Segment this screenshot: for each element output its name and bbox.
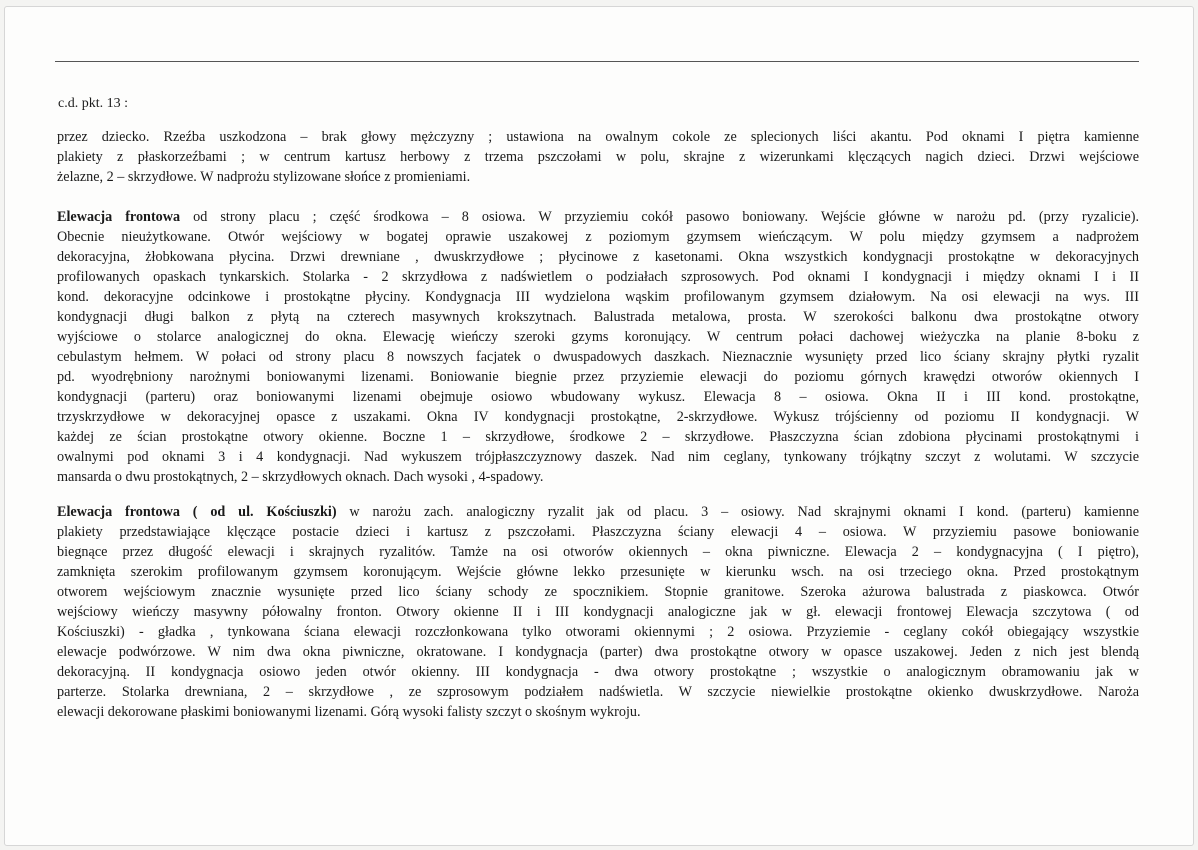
text-line: [57, 522, 1139, 542]
text-line: [57, 427, 1139, 447]
line-text: dekoracyjna, żłobkowana płycina. Drzwi drewniane , dwuskrzydłowe ; płycinowe z kasetonami. Okna wszystkich kondygnacji prostokątne w dekoracyjnych: [57, 249, 1139, 265]
line-text: Obecnie nieużytkowane. Otwór wejściowy w bogatej oprawie uszakowej z poziomym gzymsem wieńczącym. W polu między gzymsem a nadprożem: [57, 229, 1139, 245]
text-line: [57, 622, 1139, 642]
text-line: [57, 702, 1139, 722]
text-line: [57, 347, 1139, 367]
line-text: plakiety z płaskorzeźbami ; w centrum kartusz herbowy z trzema pszczołami w polu, skrajne z wizerunkami klęczących nagich dzieci. Drzwi wejściowe: [57, 149, 1139, 165]
line-text: dekoracyjną. II kondygnacja osiowo jeden otwór okienny. III kondygnacja - dwa otwory prostokątne ; wszystkie o analogicznym obramowaniu jak w: [57, 664, 1139, 680]
text-line: [57, 287, 1139, 307]
text-line: [57, 602, 1139, 622]
line-text: biegnące przez długość elewacji i skrajnych ryzalitów. Tamże na osi otworów okiennych – okna piwniczne. Elewacja 2 – kondygnacyjna ( I piętro),: [57, 544, 1139, 560]
text-line: [57, 207, 1139, 227]
text-line: [57, 447, 1139, 467]
text-line: [57, 642, 1139, 662]
text-line: [57, 327, 1139, 347]
line-text: kondygnacji (parteru) oraz boniowanymi lizenami obejmuje osiowo wbudowany wykusz. Elewacja 8 – osiowa. Okna II i III kond. prostokątne,: [57, 389, 1139, 405]
line-text: żelazne, 2 – skrzydłowe. W nadprożu stylizowane słońce z promieniami.: [57, 169, 471, 185]
line-text: Kościuszki) - gładka , tynkowana ściana elewacji rozczłonkowana tylko otworami okiennymi ; 2 osiowa. Przyziemie - ceglany cokół obiegający wszystkie: [57, 624, 1139, 640]
line-text: od strony placu ; część środkowa – 8 osiowa. W przyziemiu cokół pasowo boniowany. Wejście główne w narożu pd. (przy ryzalicie).: [180, 209, 1139, 225]
line-text: kondygnacji długi balkon z płytą na czterech masywnych krokszytnach. Balustrada metalowa, prosta. W szerokości balkonu dwa prostokątne otwory: [57, 309, 1139, 325]
line-text: elewacji dekorowane płaskimi boniowanymi lizenami. Górą wysoki falisty szczyt o skośnym wykroju.: [57, 704, 641, 720]
text-line: [57, 542, 1139, 562]
text-line: [57, 147, 1139, 167]
line-text: kond. dekoracyjne odcinkowe i prostokątne płyciny. Kondygnacja III wydzielona wąskim profilowanym gzymsem działowym. Na osi elewacji na wys. III: [57, 289, 1139, 305]
line-text: parterze. Stolarka drewniana, 2 – skrzydłowe , ze szprosowym podziałem nadświetla. W szczycie niewielkie prostokątne okienko dwuskrzydłowe. Naroża: [57, 684, 1139, 700]
text-line: [57, 267, 1139, 287]
text-line: [57, 682, 1139, 702]
text-line: [57, 247, 1139, 267]
text-line: [57, 662, 1139, 682]
section-header: c.d. pkt. 13 :: [58, 96, 128, 111]
header-divider: [55, 61, 1139, 62]
text-line: [57, 502, 1139, 522]
line-text: każdej ze ścian prostokątne otwory okienne. Boczne 1 – skrzydłowe, środkowe 2 – skrzydłowe. Płaszczyzna ścian zdobiona płycinami prostokątnymi i: [57, 429, 1139, 445]
text-line: [57, 387, 1139, 407]
text-line: [57, 367, 1139, 387]
line-text: zamknięta szerokim profilowanym gzymsem koronującym. Wejście główne lekko przesunięte w kierunku wsch. na osi trzeciego okna. Przed prostokątnym: [57, 564, 1139, 580]
line-text: cebulastym hełmem. W połaci od strony placu 8 nowszych facjatek o dwuspadowych daszkach. Nieznacznie wysunięty przed lico ściany skrajny płytki ryzalit: [57, 349, 1139, 365]
text-line: [57, 227, 1139, 247]
text-line: [57, 467, 1139, 487]
line-text: wejściowy wieńczy masywny półowalny fronton. Otwory okienne II i III kondygnacji analogiczne jak w gł. elewacji frontowej Elewacja szczytowa ( od: [57, 604, 1139, 620]
line-text: owalnymi pod oknami 3 i 4 kondygnacji. Nad wykuszem trójpłaszczyznowy daszek. Nad nim ceglany, tynkowany trójkątny szczyt z wolutami. W szczycie: [57, 449, 1139, 465]
paragraph-2: [57, 207, 1139, 487]
line-text: trzyskrzydłowe w dekoracyjnej opasce z uszakami. Okna IV kondygnacji prostokątne, 2-skrzydłowe. Wykusz trójścienny od poziomu II kondygnacji. W: [57, 409, 1139, 425]
text-line: [57, 127, 1139, 147]
paragraph-heading: Elewacja frontowa ( od ul. Kościuszki): [57, 504, 337, 520]
text-line: [57, 562, 1139, 582]
line-text: otworem wejściowym znacznie wysunięte przed lico ściany schody ze spocznikiem. Stopnie granitowe. Szeroka ażurowa balustrada z piaskowca. Otwór: [57, 584, 1139, 600]
line-text: profilowanych opaskach tynkarskich. Stolarka - 2 skrzydłowa z nadświetlem o podziałach szprosowych. Pod oknami I kondygnacji i między oknami I i II: [57, 269, 1139, 285]
text-line: [57, 582, 1139, 602]
text-line: [57, 307, 1139, 327]
line-text: mansarda o dwu prostokątnych, 2 – skrzydłowych oknach. Dach wysoki , 4-spadowy.: [57, 469, 544, 485]
text-line: [57, 407, 1139, 427]
line-text: elewacje podwórzowe. W nim dwa okna piwniczne, okratowane. I kondygnacja (parter) dwa prostokątne otwory w opasce uszakowej. Jeden z nich jest blendą: [57, 644, 1139, 660]
paragraph-1: [57, 127, 1139, 187]
line-text: przez dziecko. Rzeźba uszkodzona – brak głowy mężczyzny ; ustawiona na owalnym cokole ze splecionych liści akantu. Pod oknami I piętra kamienne: [57, 129, 1139, 145]
line-text: plakiety przedstawiające klęczące postacie dzieci i kartusz z pszczołami. Płaszczyzna ściany elewacji 4 – osiowa. W przyziemiu pasowe boniowanie: [57, 524, 1139, 540]
line-text: pd. wyodrębniony narożnymi boniowanymi lizenami. Boniowanie biegnie przez przyziemie elewacji do poziomu górnych krawędzi otworów okiennych I: [57, 369, 1139, 385]
line-text: wyjściowe o stolarce analogicznej do okna. Elewację wieńczy szeroki gzyms koronujący. W centrum połaci dachowej wieżyczka na planie 8-boku z: [57, 329, 1139, 345]
line-text: w narożu zach. analogiczny ryzalit jak od placu. 3 – osiowy. Nad skrajnymi oknami I kond. (parteru) kamienne: [336, 504, 1139, 520]
paragraph-3: [57, 502, 1139, 722]
text-line: [57, 167, 1139, 187]
paragraph-heading: Elewacja frontowa: [57, 209, 181, 225]
